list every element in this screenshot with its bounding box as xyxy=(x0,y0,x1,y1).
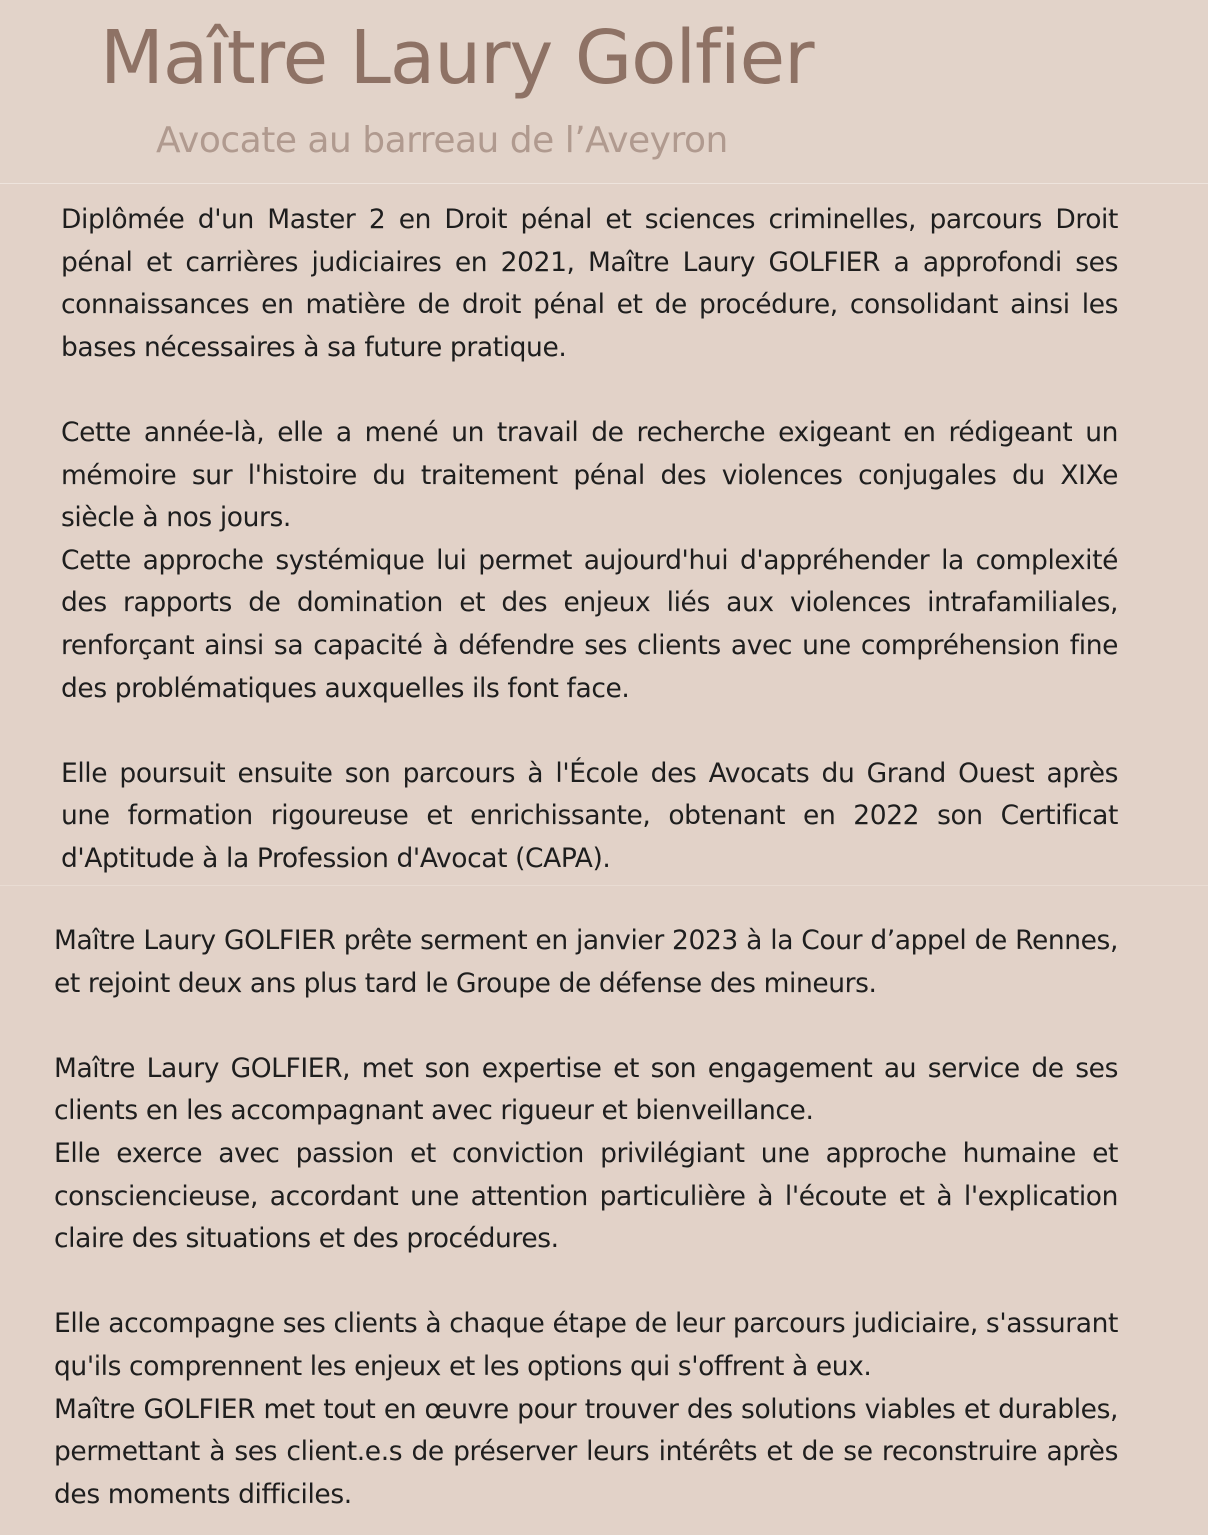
education-text xyxy=(61,199,1118,881)
paragraph-oath: Maître Laury GOLFIER prête serment en janvier 2023 à la Cour d’appel de Rennes, et rejoint deux ans plus tard le Groupe de défense des mineurs. xyxy=(54,925,1118,999)
site-header xyxy=(0,0,1208,184)
paragraph-systemic-approach: Cette approche systémique lui permet aujourd'hui d'appréhender la complexité des rapports de domination et des enjeux liés aux violences intrafamiliales, renforçant ainsi sa capacité à défendre ses clients avec une compréhension fine des problématiques auxquelles ils font face. xyxy=(61,544,1118,704)
site-subtitle: Avocate au barreau de l’Aveyron xyxy=(156,120,728,161)
paragraph-spacer xyxy=(61,710,1118,753)
paragraph-support: Elle accompagne ses clients à chaque étape de leur parcours judiciaire, s'assurant qu'ils comprennent les enjeux et les options qui s'offrent à eux. xyxy=(54,1308,1118,1382)
paragraph-spacer xyxy=(54,1005,1118,1048)
education-section xyxy=(0,184,1208,884)
paragraph-spacer xyxy=(61,369,1118,412)
paragraph-solutions: Maître GOLFIER met tout en œuvre pour trouver des solutions viables et durables, permettant à ses client.e.s de préserver leurs intérêts et de se reconstruire après des moments difficiles. xyxy=(54,1393,1118,1510)
paragraph-spacer xyxy=(54,1261,1118,1304)
paragraph-master: Diplômée d'un Master 2 en Droit pénal et sciences criminelles, parcours Droit pénal et carrières judiciaires en 2021, Maître Laury GOLFIER a approfondi ses connaissances en matière de droit pénal et de procédure, consolidant ainsi les bases nécessaires à sa future pratique. xyxy=(61,204,1118,363)
site-title[interactable]: Maître Laury Golfier xyxy=(100,15,814,101)
paragraph-approach: Elle exerce avec passion et conviction privilégiant une approche humaine et consciencieuse, accordant une attention particulière à l'écoute et à l'explication claire des situations et des procédures. xyxy=(54,1137,1118,1255)
paragraph-expertise: Maître Laury GOLFIER, met son expertise et son engagement au service de ses clients en les accompagnant avec rigueur et bienveillance. xyxy=(54,1052,1118,1127)
practice-section xyxy=(0,885,1208,1535)
paragraph-research: Cette année-là, elle a mené un travail de recherche exigeant en rédigeant un mémoire sur l'histoire du traitement pénal des violences conjugales du XIXe siècle à nos jours. xyxy=(61,416,1118,534)
practice-text xyxy=(54,920,1118,1516)
paragraph-capa: Elle poursuit ensuite son parcours à l'École des Avocats du Grand Ouest après une formation rigoureuse et enrichissante, obtenant en 2022 son Certificat d'Aptitude à la Profession d'Avocat (CAPA). xyxy=(61,757,1118,874)
